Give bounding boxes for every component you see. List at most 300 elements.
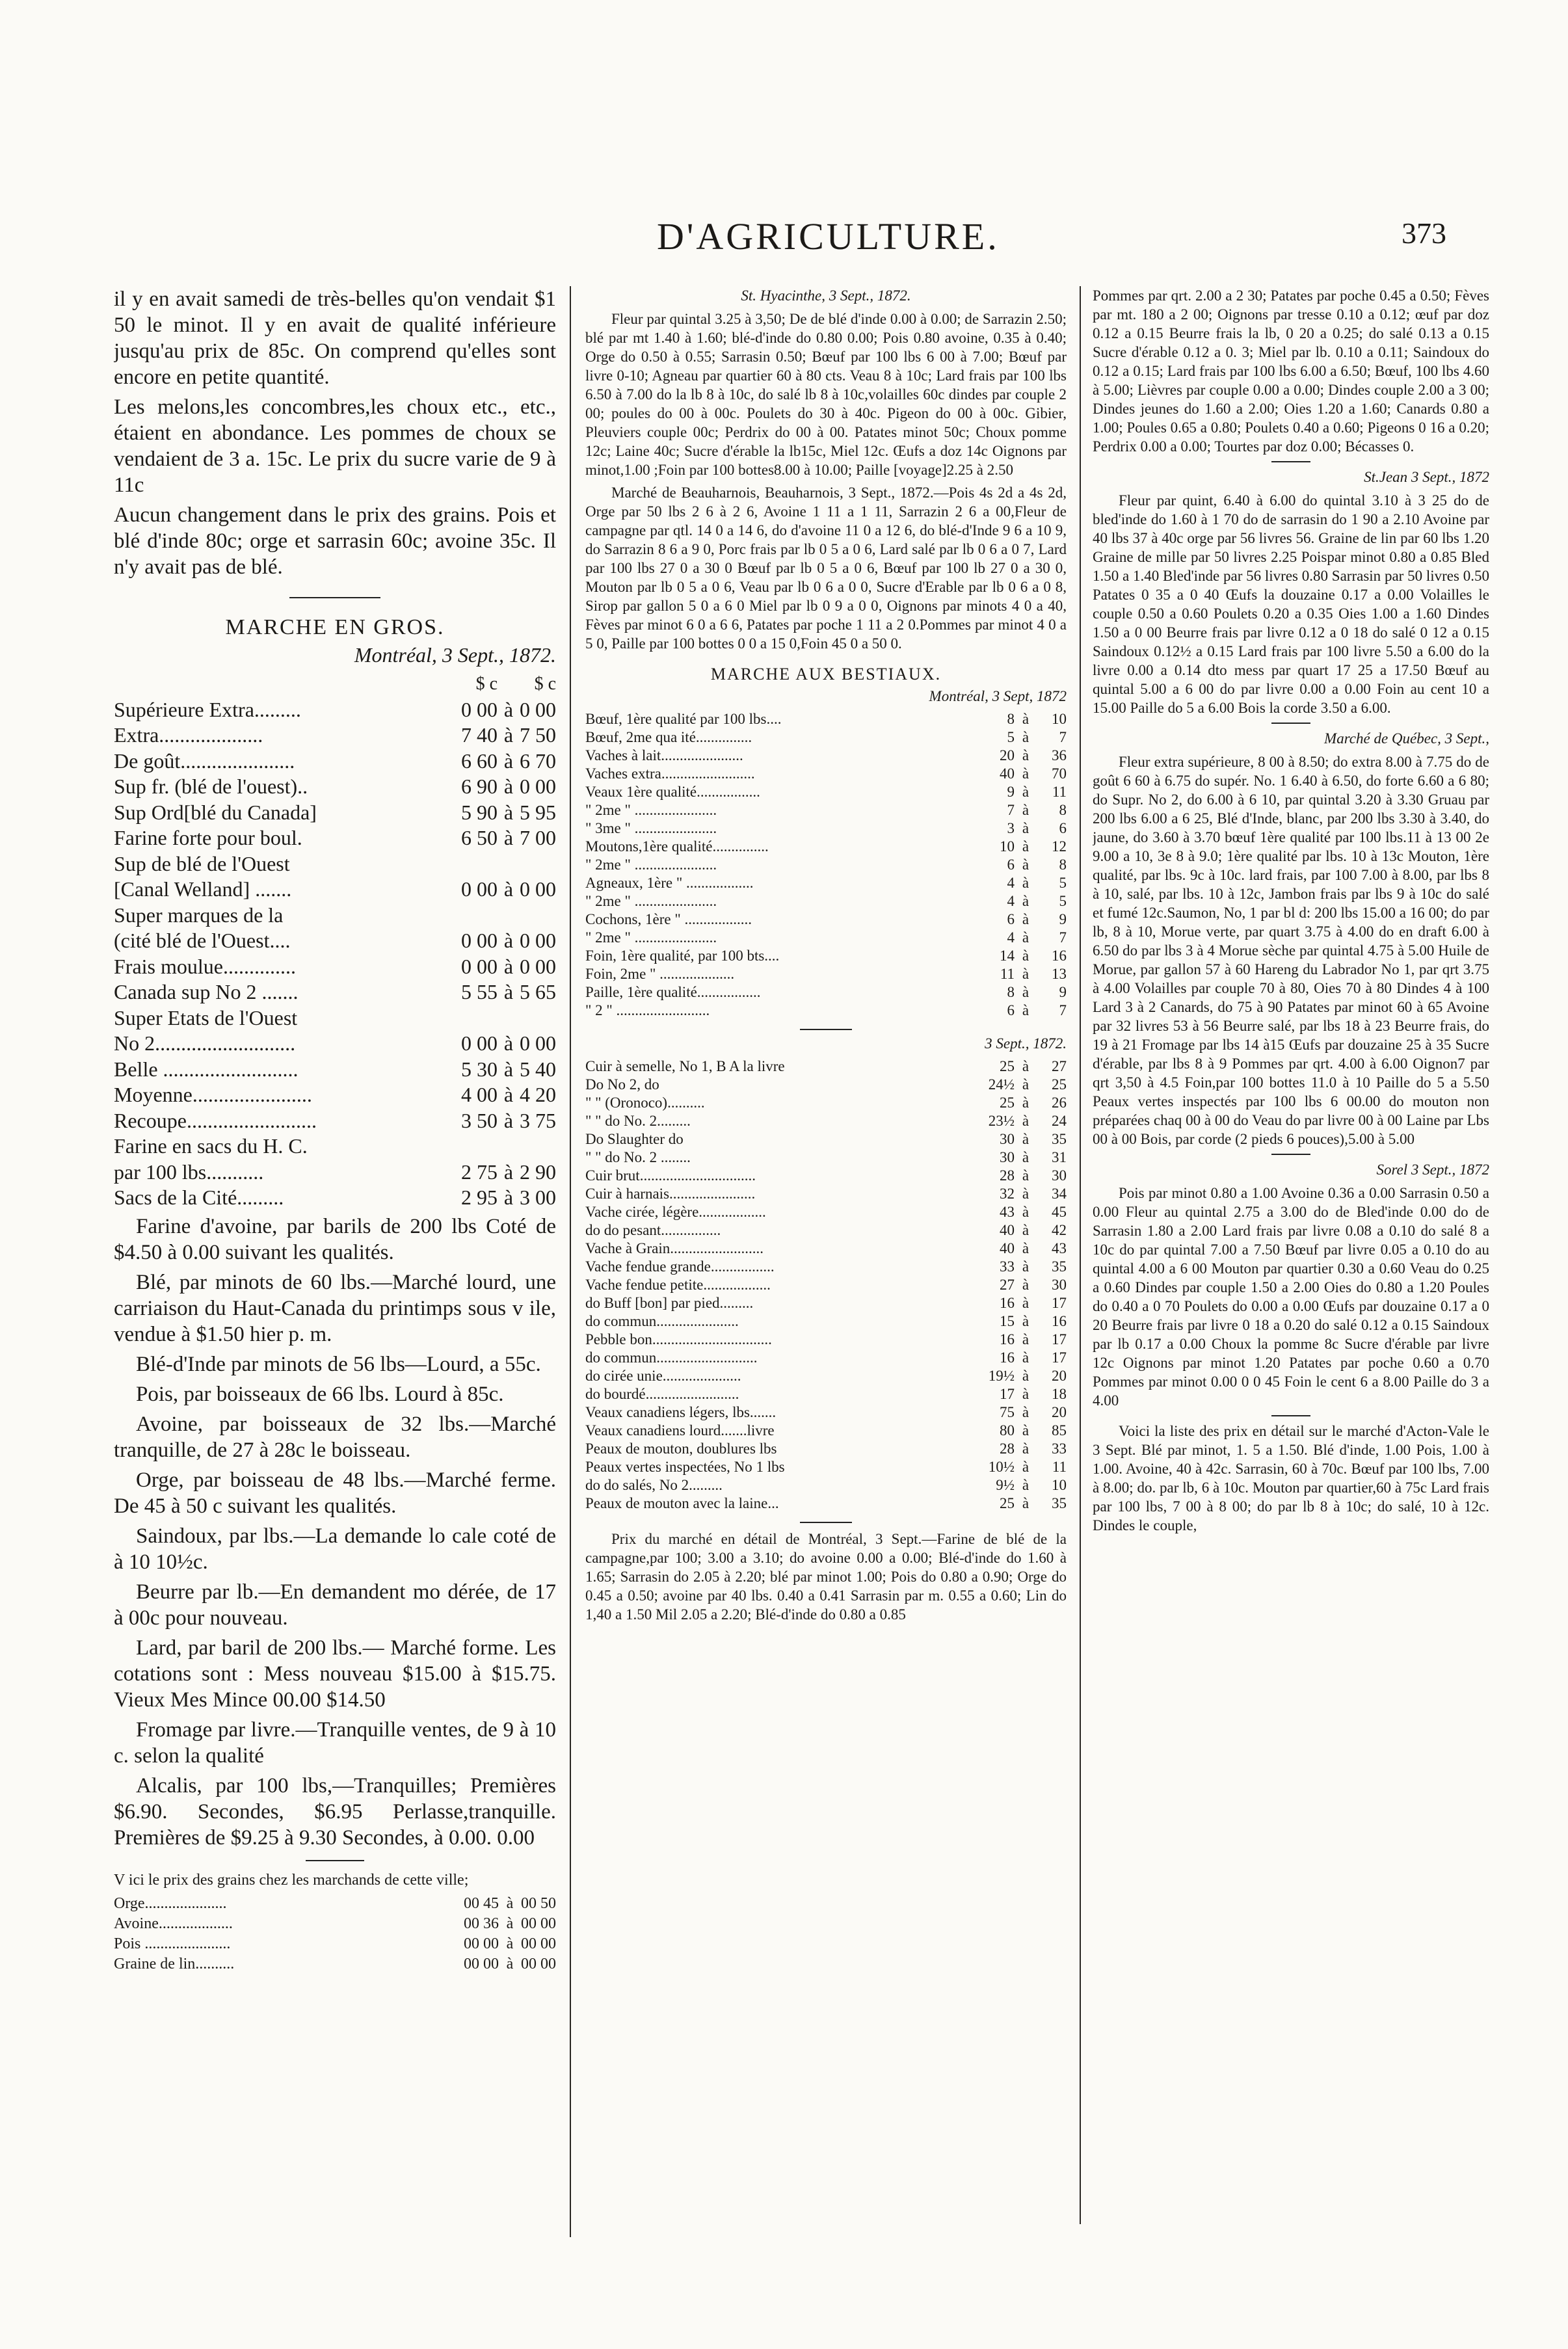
price-row: [114, 800, 556, 826]
price-low: 3 50: [461, 1108, 498, 1132]
price-row: [114, 723, 556, 749]
price-high: 34: [1052, 1186, 1067, 1202]
price-low: 7: [1007, 802, 1015, 818]
price-low: 0 00: [461, 697, 498, 721]
leather-row: [585, 1294, 1067, 1312]
grain-row: [114, 1894, 556, 1914]
range-separator: [498, 903, 520, 929]
item-label: Veaux canadiens légers, lbs.......: [585, 1404, 777, 1420]
section-divider: [800, 1522, 852, 1523]
st-hyacinthe-report: Fleur par quintal 3.25 à 3,50; De de blé d'inde 0.00 à 0.00; de Sarrazin 2.50; blé par mt 1.40 à 1.60; blé-d'inde do 0.80 0.00; Pois 0.80 avoine, 0.35 à 0.40; Orge do 0.50 à 0.55; Sarrasin 0.50; Bœuf par 100 lbs 6 00 à 7.00; Bœuf par livre 0-10; Agneau par quartier 60 à 80 cts. Veau 8 à 10c; Lard frais par 100 lbs 6.50 à 7.00 do la lb 8 à 10c, do salé lb 8 à 10c,volailles 60c dindes par couple 2 00; poules do 00 à 00c. Poulets do 30 à 40c. Pigeon do 00 à 00c. Gibier, Pleuviers couple 00c; Perdrix do 00 à 00. Patates minot 50c; Choux pomme 12c; Laine 40c; Sucre d'érable la lb15c, Miel 12c. Œufs a doz 14c Oignons par minot,1.00 ;Foin par 100 bottes8.00 à 10.00; Paille [voyage]2.25 à 2.50: [585, 311, 1067, 478]
price-high: 30: [1052, 1167, 1067, 1184]
section-divider: [1271, 723, 1310, 724]
range-separator: à: [503, 1057, 514, 1081]
price-low: 4 00: [461, 1083, 498, 1106]
price-high: 43: [1052, 1240, 1067, 1256]
price-high: 25: [1052, 1076, 1067, 1093]
livestock-row: [585, 819, 1067, 838]
range-separator: à: [1022, 948, 1030, 964]
item-label: Supérieure Extra.........: [114, 697, 301, 721]
price-high: 2 90: [520, 1160, 556, 1184]
item-label: Moyenne.......................: [114, 1083, 312, 1106]
item-label: Avoine...................: [114, 1915, 233, 1932]
range-separator: à: [1022, 1186, 1030, 1202]
price-low: 0 00: [461, 1031, 498, 1055]
range-separator: à: [1022, 1058, 1030, 1074]
price-row: [114, 825, 556, 851]
item-label: Pebble bon................................: [585, 1331, 772, 1347]
price-high: 0 00: [520, 1031, 556, 1055]
sorel-date: Sorel 3 Sept., 1872: [1376, 1161, 1489, 1178]
leather-row: [585, 1276, 1067, 1294]
market-note: Beurre par lb.—En demandent mo dérée, de 17 à 00c pour nouveau.: [114, 1580, 556, 1630]
item-label: Do No 2, do: [585, 1076, 659, 1093]
range-separator: à: [503, 1186, 514, 1209]
range-separator: à: [1022, 1076, 1030, 1093]
item-label: " " do No. 2 ........: [585, 1149, 691, 1165]
item-label: Veaux canadiens lourd.......livre: [585, 1422, 775, 1439]
market-note: Alcalis, par 100 lbs,—Tranquilles; Premières $6.90. Secondes, $6.95 Perlasse,tranquille. Premières de $9.25 à 9.30 Secondes, à 0.00. 0.00: [114, 1773, 556, 1850]
price-high: 00 00: [521, 1955, 556, 1972]
range-separator: à: [1022, 1113, 1030, 1129]
price-low: 23½: [988, 1113, 1015, 1129]
item-label: Peaux vertes inspectées, No 1 lbs: [585, 1459, 785, 1475]
leather-row: [585, 1057, 1067, 1076]
item-label: do bourdé.........................: [585, 1386, 739, 1402]
item-label: Farine forte pour boul.: [114, 826, 302, 849]
range-separator: à: [1022, 1477, 1030, 1493]
price-high: 5: [1059, 875, 1067, 891]
item-label: " 2me " ......................: [585, 856, 717, 873]
price-low: 4: [1007, 893, 1015, 909]
price-low: 4: [1007, 929, 1015, 946]
quebec-report: Fleur extra supérieure, 8 00 à 8.50; do extra 8.00 à 7.75 do de goût 6 60 à 6.75 do supér. No. 1 6.40 à 6.50, do forte 6.60 a 6 80; do Supr. No 2, do 6.00 à 6 10, par quintal 3.20 à 3.30 Gruau par 200 lbs 6.00 a 6 25, Blé d'Inde, blanc, par 200 lbs 3.30 à 3.40, do jaune, do 3.60 à 3.70 bœuf 1ère qualité par 100 lbs.11 à 13 00 2e 9.00 a 10, 3e 8 à 9.0; 1ère qualité par lbs. 10 à 13c Mouton, 1ère qualité, par lbs. 9c à 10c. lard frais, par 100 7.00 à 8.00, par lbs 8 à 10, salé, par lbs. 10 à 12c, Jambon frais par lbs 9 à 10c do salé et fumé 12c.Saumon, No, 1 par bl d: 200 lbs 15.00 a 16 00; do par lb, 8 à 10, Morue verte, par quart 3.75 à 4.00 do en draft 6.00 à 6.50 do par lbs 3 à 4 Morue sèche par quintal 4.75 à 5.00 Huile de Morue, par gallon 57 à 60 Hareng du Labrador No 1, par qrt 3.75 à 4.00 Volailles par couple 70 à 80, Oies 70 à 80 Dindes 4 à 100 Lard 3 à 2 Canards, do 75 à 90 Patates par minot 60 à 65 Avoine par 32 livres 53 à 56 Beurre salé, par lbs 18 à 23 Beurre frais, do 19 à 21 Fromage par lbs 14 à15 Œufs par douzaine 25 à 35 Sucre d'érable, par lbs 8 à 9 Pommes par qrt. 4.00 à 6.00 Oignon7 par qrt 3,50 à 4.5 Foin,par 100 bottes 11.0 à 10 Paille do 5 a 5.50 Peaux vertes inspectés par 100 lbs 6 00.00 do mouton non préparées chaq 00 à 00 do Veau do par livre 00 à 00 Laine par Lbs 00 à 00 Bois, par corde (2 pieds 6 pouces),5.00 à 5.00: [1093, 754, 1489, 1147]
cuirs-table: [585, 1057, 1067, 1513]
quebec-date: Marché de Québec, 3 Sept.,: [1324, 730, 1489, 747]
market-note: Fromage par livre.—Tranquille ventes, de 9 à 10 c. selon la qualité: [114, 1718, 556, 1768]
price-low: 5: [1007, 729, 1015, 745]
item-label: do cirée unie.....................: [585, 1368, 741, 1384]
price-high: 5 95: [520, 800, 556, 824]
item-label: Sacs de la Cité.........: [114, 1186, 284, 1209]
leather-row: [585, 1112, 1067, 1130]
range-separator: à: [1022, 729, 1030, 745]
price-low: 5 55: [461, 980, 498, 1003]
item-label: Peaux de mouton avec la laine...: [585, 1495, 779, 1511]
price-low: 20: [1000, 747, 1015, 763]
range-separator: à: [1022, 1349, 1030, 1366]
price-low: [461, 1134, 498, 1160]
price-high: 35: [1052, 1495, 1067, 1511]
section-divider: [800, 1029, 852, 1030]
leather-row: [585, 1185, 1067, 1203]
price-high: 7 00: [520, 826, 556, 849]
livestock-row: [585, 874, 1067, 892]
item-label: Bœuf, 2me qua ité...............: [585, 729, 752, 745]
item-label: No 2...........................: [114, 1031, 296, 1055]
section-divider: [1271, 1415, 1310, 1416]
leather-row: [585, 1367, 1067, 1385]
section-divider: [306, 1860, 364, 1861]
range-separator: à: [503, 826, 514, 849]
range-separator: à: [506, 1894, 514, 1912]
price-high: 11: [1052, 784, 1067, 800]
item-label: " 2me " ......................: [585, 893, 717, 909]
item-label: Belle ..........................: [114, 1057, 299, 1081]
leather-row: [585, 1403, 1067, 1422]
livestock-row: [585, 929, 1067, 947]
price-low: 10½: [988, 1459, 1015, 1475]
price-low: 40: [1000, 1222, 1015, 1238]
price-high: 7: [1059, 729, 1067, 745]
price-row: [114, 1134, 556, 1160]
leather-row: [585, 1203, 1067, 1221]
column-2: [585, 286, 1067, 2276]
market-date: Montréal, 3 Sept., 1872.: [354, 643, 556, 667]
range-separator: à: [1022, 1422, 1030, 1439]
price-low: 19½: [988, 1368, 1015, 1384]
market-note: Saindoux, par lbs.—La demande lo cale coté de à 10 10½c.: [114, 1524, 556, 1574]
price-high: 9: [1059, 984, 1067, 1000]
range-separator: à: [503, 1083, 514, 1106]
range-separator: à: [1022, 1002, 1030, 1018]
currency-header-row: [114, 671, 556, 697]
item-label: Extra....................: [114, 723, 263, 747]
item-label: Vaches extra.........................: [585, 765, 755, 782]
price-row: [114, 928, 556, 954]
price-low: 10: [1000, 838, 1015, 855]
price-high: 0 00: [520, 775, 556, 798]
currency-header: $ c: [534, 674, 556, 694]
item-label: Cuir brut...............................: [585, 1167, 756, 1184]
range-separator: à: [503, 1031, 514, 1055]
range-separator: à: [506, 1955, 514, 1972]
price-high: 26: [1052, 1095, 1067, 1111]
item-label: Peaux de mouton, doublures lbs: [585, 1440, 777, 1457]
leather-row: [585, 1167, 1067, 1185]
price-low: 75: [1000, 1404, 1015, 1420]
livestock-row: [585, 856, 1067, 874]
market-note: Avoine, par boisseaux de 32 lbs.—Marché tranquille, de 27 à 28c le boisseau.: [114, 1412, 556, 1462]
livestock-row: [585, 910, 1067, 929]
item-label: De goût......................: [114, 749, 295, 773]
price-high: 17: [1052, 1331, 1067, 1347]
livestock-row: [585, 710, 1067, 728]
price-low: 6 90: [461, 775, 498, 798]
price-low: 6 50: [461, 826, 498, 849]
item-label: Do Slaughter do: [585, 1131, 684, 1147]
bestiaux-date: Montréal, 3 Sept, 1872: [929, 688, 1067, 704]
range-separator: à: [1022, 966, 1030, 982]
item-label: do do salés, No 2.........: [585, 1477, 723, 1493]
price-high: 18: [1052, 1386, 1067, 1402]
price-low: 11: [1000, 966, 1015, 982]
price-high: 13: [1052, 966, 1067, 982]
section-divider: [1271, 1154, 1310, 1155]
price-high: 10: [1052, 711, 1067, 727]
price-high: 42: [1052, 1222, 1067, 1238]
item-label: Cuir à harnais.......................: [585, 1186, 756, 1202]
range-separator: à: [1022, 1404, 1030, 1420]
item-label: Graine de lin..........: [114, 1955, 235, 1972]
price-high: 7: [1059, 1002, 1067, 1018]
range-separator: à: [1022, 1204, 1030, 1220]
range-separator: à: [1022, 1167, 1030, 1184]
price-low: 32: [1000, 1186, 1015, 1202]
running-header: [0, 215, 1568, 267]
range-separator: à: [1022, 1331, 1030, 1347]
beauharnois-report: Marché de Beauharnois, Beauharnois, 3 Sept., 1872.—Pois 4s 2d a 4s 2d, Orge par 50 lbs 2 6 à 2 6, Avoine 1 11 a 1 11, Sarrazin 2 6 a 00,Fleur de campagne par qtl. 14 0 a 14 6, do d'avoine 11 0 a 12 6, do blé-d'Inde 9 6 a 10 9, do Sarrazin 8 6 a 9 0, Porc frais par lb 0 5 a 0 6, Lard salé par lb 0 6 a 0 7, Lard par 100 lbs 27 0 a 30 0 Bœuf par lb 0 5 a 0 6, Bœuf par 100 lb 27 0 a 30 0, Mouton par lb 0 5 a 0 6, Veau par lb 0 6 a 0 0, Sucre d'Erable par lb 0 6 a 0 8, Sirop par gallon 5 0 a 6 0 Miel par lb 0 9 a 0 0, Oignons par minots 4 0 a 40, Fèves par minot 6 0 a 6 6, Patates par poche 1 11 a 2 0.Pommes par minot 4 0 a 5 0, Paille par 100 bottes 0 0 a 15 0,Foin 45 0 a 50 0.: [585, 484, 1067, 652]
column-rule-2: [1080, 286, 1081, 2224]
price-high: 7: [1059, 929, 1067, 946]
price-low: 30: [1000, 1149, 1015, 1165]
leather-row: [585, 1458, 1067, 1476]
price-low: 2 75: [461, 1160, 498, 1184]
price-high: 7 50: [520, 723, 556, 747]
livestock-row: [585, 983, 1067, 1002]
range-separator: à: [1022, 856, 1030, 873]
item-label: do commun......................: [585, 1313, 739, 1329]
leather-row: [585, 1331, 1067, 1349]
price-high: 24: [1052, 1113, 1067, 1129]
range-separator: à: [1022, 747, 1030, 763]
livestock-row: [585, 783, 1067, 801]
livestock-row: [585, 965, 1067, 983]
price-low: 17: [1000, 1386, 1015, 1402]
price-high: 8: [1059, 802, 1067, 818]
price-high: [520, 1005, 556, 1031]
price-high: 17: [1052, 1295, 1067, 1311]
range-separator: à: [503, 1108, 514, 1132]
leather-row: [585, 1385, 1067, 1403]
item-label: (cité blé de l'Ouest....: [114, 929, 291, 952]
price-high: 5: [1059, 893, 1067, 909]
price-low: 15: [1000, 1313, 1015, 1329]
montreal-detail-continued: Pommes par qrt. 2.00 a 2 30; Patates par poche 0.45 a 0.50; Fèves par mt. 180 a 2 00; Oignons par tresse 0.10 a 0.12; œuf par doz 0.12 a 0.15 Beurre frais la lb, 0 20 a 0.25; do salé 0.13 a 0.15 Sucre d'érable 0.12 a 0. 3; Miel par lb. 0.10 a 0.11; Saindoux do 0.12 a 0.15; Lard frais par 100 lbs 6.00 a 6.50; Bœuf, 100 lbs 4.60 à 5.00; Lièvres par couple 0.00 a 0.00; Dindes couple 2.00 a 3 00; Dindes jeunes do 1.60 a 2.00; Oies 1.20 a 1.60; Canards 0.80 a 1.00; Poules 0.65 a 0.80; Poulets 0.40 a 0.60; Pigeons 0 16 a 0.20; Perdrix 0.00 a 0.00; Tourtes par doz 0.00; Bécasses 0.: [1093, 287, 1489, 455]
paragraph: Aucun changement dans le prix des grains. Pois et blé d'inde 80c; orge et sarrasin 60c; avoine 35c. Il n'y avait pas de blé.: [114, 503, 556, 579]
range-separator: à: [506, 1915, 514, 1932]
price-high: 0 00: [520, 929, 556, 952]
item-label: " " do No. 2.........: [585, 1113, 691, 1129]
leather-row: [585, 1349, 1067, 1367]
price-low: 40: [1000, 765, 1015, 782]
price-low: 28: [1000, 1440, 1015, 1457]
item-label: Moutons,1ère qualité...............: [585, 838, 769, 855]
item-label: [Canal Welland] .......: [114, 877, 292, 901]
livestock-row: [585, 1002, 1067, 1020]
item-label: do commun...........................: [585, 1349, 758, 1366]
leather-row: [585, 1494, 1067, 1513]
price-high: 45: [1052, 1204, 1067, 1220]
range-separator: à: [503, 954, 514, 978]
leather-row: [585, 1148, 1067, 1167]
price-high: 11: [1052, 1459, 1067, 1475]
livestock-row: [585, 765, 1067, 783]
range-separator: à: [1022, 820, 1030, 836]
column-3: [1093, 286, 1489, 2276]
leather-row: [585, 1440, 1067, 1458]
price-row: [114, 851, 556, 877]
range-separator: à: [1022, 1459, 1030, 1475]
price-row: [114, 1057, 556, 1083]
price-low: 8: [1007, 984, 1015, 1000]
range-separator: à: [503, 723, 514, 747]
market-note: Pois, par boisseaux de 66 lbs. Lourd à 85c.: [136, 1382, 504, 1406]
item-label: " 3me " ......................: [585, 820, 717, 836]
price-high: 3 75: [520, 1108, 556, 1132]
item-label: Pois ......................: [114, 1935, 231, 1952]
st-hyacinthe-date: St. Hyacinthe, 3 Sept., 1872.: [741, 287, 911, 304]
range-separator: à: [1022, 802, 1030, 818]
range-separator: à: [503, 980, 514, 1003]
range-separator: à: [1022, 1095, 1030, 1111]
item-label: Orge.....................: [114, 1894, 227, 1912]
price-low: 0 00: [461, 877, 498, 901]
price-low: 6: [1007, 1002, 1015, 1018]
price-low: 00 00: [464, 1955, 499, 1972]
price-low: 14: [1000, 948, 1015, 964]
item-label: Vache fendue grande.................: [585, 1258, 775, 1275]
item-label: Farine en sacs du H. C.: [114, 1134, 308, 1158]
price-low: 6 60: [461, 749, 498, 773]
range-separator: à: [506, 1935, 514, 1952]
range-separator: à: [1022, 1240, 1030, 1256]
price-high: 20: [1052, 1404, 1067, 1420]
item-label: Canada sup No 2 .......: [114, 980, 299, 1003]
price-high: 20: [1052, 1368, 1067, 1384]
page-number: 373: [1402, 217, 1446, 250]
leather-row: [585, 1076, 1067, 1094]
price-high: [520, 1134, 556, 1160]
grain-row: [114, 1954, 556, 1974]
range-separator: à: [503, 929, 514, 952]
leather-row: [585, 1240, 1067, 1258]
price-high: [520, 903, 556, 929]
price-row: [114, 877, 556, 903]
price-high: 70: [1052, 765, 1067, 782]
price-low: 24½: [988, 1076, 1015, 1093]
price-high: 35: [1052, 1258, 1067, 1275]
price-row: [114, 1082, 556, 1108]
leather-row: [585, 1476, 1067, 1494]
price-row: [114, 749, 556, 775]
price-high: 16: [1052, 1313, 1067, 1329]
livestock-row: [585, 801, 1067, 819]
price-row: [114, 774, 556, 800]
price-row: [114, 1185, 556, 1211]
acton-vale-report: Voici la liste des prix en détail sur le marché d'Acton-Vale le 3 Sept. Blé par minot, 1. 5 a 1.50. Blé d'inde, 1.00 Pois, 1.00 à 1.00. Avoine, 40 à 42c. Sarrasin, 60 à 70c. Bœuf par 100 lbs, 7.00 à 8.00; do. par lb, 6 à 10c. Mouton par quartier,60 à 75c Lard frais par 100 lbs, 7 00 à 8 00; do par lb 8 à 10c; do salé, 10 à 12c. Dindes le couple,: [1093, 1423, 1489, 1533]
price-low: 80: [1000, 1422, 1015, 1439]
price-low: 4: [1007, 875, 1015, 891]
st-jean-report: Fleur par quint, 6.40 à 6.00 do quintal 3.10 à 3 25 do de bled'inde do 1.60 à 1 70 do de sarrasin do 1 90 a 2.10 Avoine par 40 lbs 37 à 40c orge par 56 livres 56. Graine de lin par 60 lbs 1.20 Graine de mille par 50 livres 2.25 Poispar minot 0.80 a 0.85 Bled 1.50 a 1.40 Bled'inde par 56 livres 0.80 Sarrasin par 50 livres 0.50 Patates 0 35 a 0 40 Œufs la douzaine 0.17 a 0.00 Volailles le couple 0.50 a 0.60 Poulets 0.20 a 0.35 Oies 1.00 a 1.60 Dindes 1.50 a 0 00 Beurre frais par livre 0.12 a 0 18 do salé 0 12 a 0.15 Saindoux 0.12½ a 0.15 Lard frais par 100 livre 5.50 a 6.00 do la livre 0.00 a 0.14 dto mess par quart 17 25 a 17.50 Bœuf au quintal 5.00 a 6 00 do par livre 0.00 a 0.00 Foin au cent 10 a 15.00 Paille do 5 a 6.00 Bois la corde 3.50 a 6.00.: [1093, 492, 1489, 716]
item-label: do do pesant................: [585, 1222, 721, 1238]
price-row: [114, 1031, 556, 1057]
leather-row: [585, 1312, 1067, 1331]
livestock-row: [585, 947, 1067, 965]
price-high: 8: [1059, 856, 1067, 873]
price-row: [114, 697, 556, 723]
leather-row: [585, 1258, 1067, 1276]
range-separator: à: [1022, 1258, 1030, 1275]
price-high: 10: [1052, 1477, 1067, 1493]
range-separator: à: [1022, 1495, 1030, 1511]
range-separator: à: [1022, 1368, 1030, 1384]
market-note: Farine d'avoine, par barils de 200 lbs Coté de $4.50 à 0.00 suivant les qualités.: [114, 1214, 556, 1264]
price-low: 33: [1000, 1258, 1015, 1275]
leather-row: [585, 1422, 1067, 1440]
item-label: Frais moulue..............: [114, 954, 296, 978]
price-low: 16: [1000, 1295, 1015, 1311]
price-low: 9½: [996, 1477, 1015, 1493]
price-high: 27: [1052, 1058, 1067, 1074]
price-high: 6: [1059, 820, 1067, 836]
item-label: " 2me " ......................: [585, 802, 717, 818]
price-low: [461, 903, 498, 929]
item-label: Foin, 2me " ....................: [585, 966, 735, 982]
price-row: [114, 954, 556, 980]
price-row: [114, 1005, 556, 1031]
price-low: 00 00: [464, 1935, 499, 1952]
item-label: Foin, 1ère qualité, par 100 bts....: [585, 948, 780, 964]
item-label: Paille, 1ère qualité.................: [585, 984, 761, 1000]
price-low: 7 40: [461, 723, 498, 747]
item-label: Sup de blé de l'Ouest: [114, 851, 290, 875]
range-separator: à: [503, 775, 514, 798]
bestiaux-title: MARCHE AUX BESTIAUX.: [710, 665, 942, 683]
range-separator: à: [1022, 1277, 1030, 1293]
price-high: 17: [1052, 1349, 1067, 1366]
item-label: Super Etats de l'Ouest: [114, 1005, 298, 1029]
price-low: 3: [1007, 820, 1015, 836]
range-separator: à: [1022, 984, 1030, 1000]
range-separator: à: [1022, 784, 1030, 800]
price-high: 4 20: [520, 1083, 556, 1106]
price-low: 2 95: [461, 1186, 498, 1209]
price-high: 9: [1059, 911, 1067, 927]
item-label: Vache à Grain.........................: [585, 1240, 764, 1256]
grains-table: [114, 1894, 556, 1974]
price-low: 16: [1000, 1331, 1015, 1347]
price-high: 5 40: [520, 1057, 556, 1081]
paragraph: Les melons,les concombres,les choux etc., etc., étaient en abondance. Les pommes de choux se vendaient de 3 a. 15c. Le prix du sucre varie de 9 à 11c: [114, 395, 556, 497]
range-separator: [498, 851, 520, 877]
price-high: 35: [1052, 1131, 1067, 1147]
item-label: Cochons, 1ère " ..................: [585, 911, 752, 927]
price-high: 5 65: [520, 980, 556, 1003]
price-low: 00 36: [464, 1915, 499, 1932]
price-high: 0 00: [520, 877, 556, 901]
page-title: D'AGRICULTURE.: [657, 215, 1000, 258]
item-label: do Buff [bon] par pied.........: [585, 1295, 754, 1311]
price-high: 16: [1052, 948, 1067, 964]
item-label: " 2me " ......................: [585, 929, 717, 946]
currency-header: $ c: [475, 674, 498, 694]
price-low: 25: [1000, 1495, 1015, 1511]
market-note: Blé, par minots de 60 lbs.—Marché lourd, une carriaison du Haut-Canada du printimps sous v ile, vendue à $1.50 hier p. m.: [114, 1270, 556, 1346]
price-high: 0 00: [520, 697, 556, 721]
montreal-detail-report: Prix du marché en détail de Montréal, 3 Sept.—Farine de blé de la campagne,par 100; 3.00 a 3.10; do avoine 0.00 a 0.00; Blé-d'inde do 1.60 à 1.65; Sarrasin do 2.05 à 2.20; blé par minot 1.00; Pois do 0.80 a 0.90; Orge do 0.45 a 0.50; avoine par 40 lbs. 0.40 a 0.41 Sarrasin par m. 0.55 a 0.60; Lin do 1,40 a 1.50 Mil 2.05 a 2.20; Blé-d'inde do 0.80 a 0.85: [585, 1531, 1067, 1623]
range-separator: à: [1022, 1313, 1030, 1329]
price-low: 25: [1000, 1095, 1015, 1111]
price-low: [461, 1005, 498, 1031]
price-high: 3 00: [520, 1186, 556, 1209]
range-separator: à: [1022, 765, 1030, 782]
price-high: 00 00: [521, 1935, 556, 1952]
section-divider: [289, 597, 380, 598]
range-separator: [498, 1134, 520, 1160]
paragraph: il y en avait samedi de très-belles qu'on vendait $1 50 le minot. Il y en avait de qualité inférieure jusqu'au prix de 85c. On comprend qu'elles sont encore en petite quantité.: [114, 287, 556, 389]
livestock-row: [585, 728, 1067, 747]
